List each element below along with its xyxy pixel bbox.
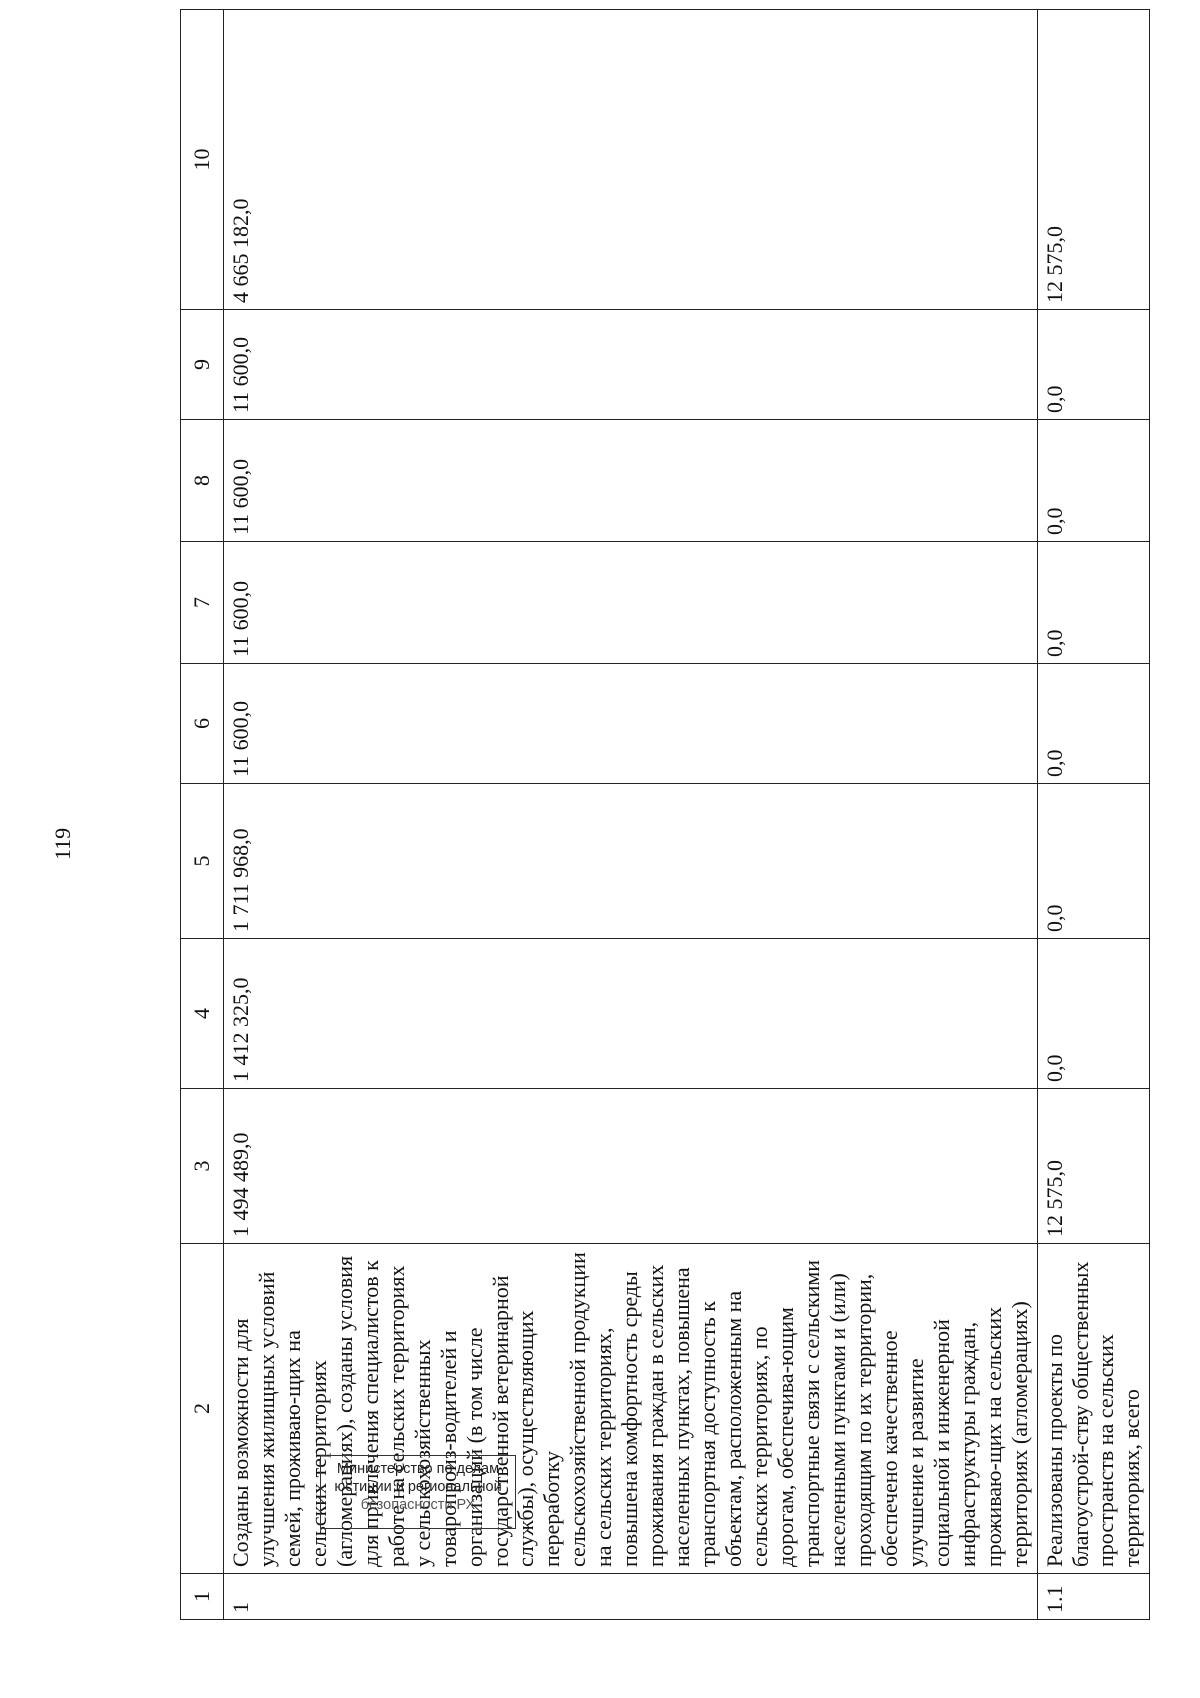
row-number: 1 xyxy=(224,1574,1038,1620)
row-description: Реализованы проекты по благоустрой-ству общественных пространств на сельских территориях, всего xyxy=(1037,1244,1150,1574)
row-description: Созданы возможности для улучшения жилищных условий семей, проживаю-щих на сельских территориях (агломерациях), созданы условия для привлечения специалистов к работе на сельских территориях у сельскохозяйственных товаропроиз-водителей и организаций (в том числе государственной ветеринарной службы), осуществляющих переработку сельскохозяйственной продукции на сельских территориях, повышена комфортность среды проживания граждан в сельских населенных пунктах, повышена транспортная доступность к объектам, расположенным на сельских территориях, по дорогам, обеспечива-ющим транспортные связи с сельскими населенными пунктами и (или) проходящим по их территории, обеспечено качественное улучшение и развитие социальной и инженерной инфраструктуры граждан, проживаю-щих на сельских территориях (агломерациях) xyxy=(224,1244,1038,1574)
page-number: 119 xyxy=(50,827,75,860)
value-cell: 0,0 xyxy=(1037,542,1150,664)
value-cell: 1 494 489,0 xyxy=(224,1089,1038,1244)
stamp-line-1: Министерство по делам xyxy=(336,1461,500,1477)
ministry-stamp xyxy=(320,1455,516,1529)
value-cell: 1 711 968,0 xyxy=(224,784,1038,939)
col-header-6: 6 xyxy=(181,664,224,784)
value-cell: 12 575,0 xyxy=(1037,10,1150,310)
value-cell: 0,0 xyxy=(1037,310,1150,420)
col-header-5: 5 xyxy=(181,784,224,939)
table-row xyxy=(1037,10,1150,1620)
col-header-10: 10 xyxy=(181,10,224,310)
stamp-line-3: безопасности РХ xyxy=(360,1497,476,1514)
table-row xyxy=(224,10,1038,1620)
stamp-line-2: юстиции и региональной xyxy=(334,1479,502,1496)
col-header-4: 4 xyxy=(181,939,224,1089)
value-cell: 0,0 xyxy=(1037,784,1150,939)
col-header-3: 3 xyxy=(181,1089,224,1244)
value-cell: 0,0 xyxy=(1037,420,1150,542)
col-header-9: 9 xyxy=(181,310,224,420)
value-cell: 4 665 182,0 xyxy=(224,10,1038,310)
value-cell: 11 600,0 xyxy=(224,664,1038,784)
value-cell: 0,0 xyxy=(1037,939,1150,1089)
value-cell: 1 412 325,0 xyxy=(224,939,1038,1089)
col-header-1: 1 xyxy=(181,1574,224,1620)
rotated-page xyxy=(50,10,1145,1620)
budget-table xyxy=(180,9,1150,1620)
value-cell: 12 575,0 xyxy=(1037,1089,1150,1244)
value-cell: 11 600,0 xyxy=(224,310,1038,420)
col-header-2: 2 xyxy=(181,1244,224,1574)
row-number: 1.1 xyxy=(1037,1574,1150,1620)
value-cell: 0,0 xyxy=(1037,664,1150,784)
value-cell: 11 600,0 xyxy=(224,542,1038,664)
header-row xyxy=(181,10,224,1620)
value-cell: 11 600,0 xyxy=(224,420,1038,542)
col-header-7: 7 xyxy=(181,542,224,664)
col-header-8: 8 xyxy=(181,420,224,542)
